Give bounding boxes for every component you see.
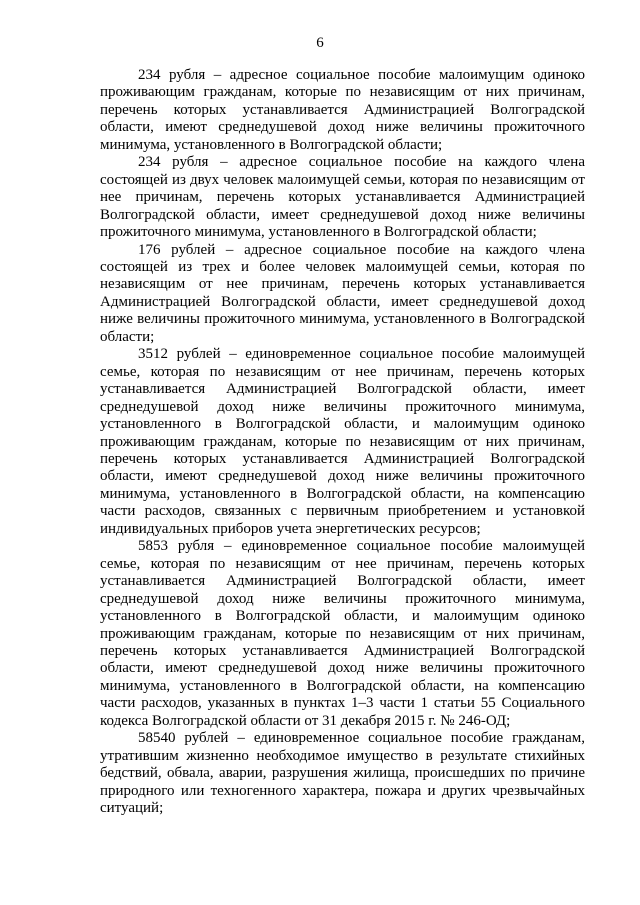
paragraph-benefit-234-single: 234 рубля – адресное социальное пособие малоимущим одиноко проживающим гражданам, которые по независящим от них причинам, перечень которых устанавливается Администрацией Волгоградской области, имеют среднедушевой доход ниже величины прожиточного минимума, установленного в Волгоградской области; [100,67,585,153]
paragraph-benefit-58540-disaster: 58540 рублей – единовременное социальное пособие гражданам, утратившим жизненно необходимое имущество в результате стихийных бедствий, обвала, аварии, разрушения жилища, происшедших по причине природного или техногенного характера, пожара и других чрезвычайных ситуаций; [100,730,585,817]
document-body [100,67,585,817]
paragraph-benefit-3512-metering: 3512 рублей – единовременное социальное пособие малоимущей семье, которая по независящим от нее причинам, перечень которых устанавливается Администрацией Волгоградской области, имеет среднедушевой доход ниже величины прожиточного минимума, установленного в Волгоградской области, и малоимущим одиноко проживающим гражданам, которые по независящим от них причинам, перечень которых устанавливается Администрацией Волгоградской области, имеют среднедушевой доход ниже величины прожиточного минимума, установленного в Волгоградской области, на компенсацию части расходов, связанных с первичным приобретением и установкой индивидуальных приборов учета энергетических ресурсов; [100,346,585,537]
paragraph-benefit-176-family-three: 176 рублей – адресное социальное пособие на каждого члена состоящей из трех и более человек малоимущей семьи, которая по независящим от нее причинам, перечень которых устанавливается Администрацией Волгоградской области, имеет среднедушевой доход ниже величины прожиточного минимума, установленного в Волгоградской области; [100,241,585,345]
page-number: 6 [316,35,324,51]
paragraph-benefit-5853-compensation: 5853 рубля – единовременное социальное пособие малоимущей семье, которая по независящим от нее причинам, перечень которых устанавливается Администрацией Волгоградской области, имеет среднедушевой доход ниже величины прожиточного минимума, установленного в Волгоградской области, и малоимущим одиноко проживающим гражданам, которые по независящим от них причинам, перечень которых устанавливается Администрацией Волгоградской области, имеют среднедушевой доход ниже величины прожиточного минимума, установленного в Волгоградской области, на компенсацию части расходов, указанных в пунктах 1–3 части 1 статьи 55 Социального кодекса Волгоградской области от 31 декабря 2015 г. № 246-ОД; [100,538,585,729]
paragraph-benefit-234-family-two: 234 рубля – адресное социальное пособие на каждого члена состоящей из двух человек малоимущей семьи, которая по независящим от нее причинам, перечень которых устанавливается Администрацией Волгоградской области, имеет среднедушевой доход ниже величины прожиточного минимума, установленного в Волгоградской области; [100,154,585,241]
